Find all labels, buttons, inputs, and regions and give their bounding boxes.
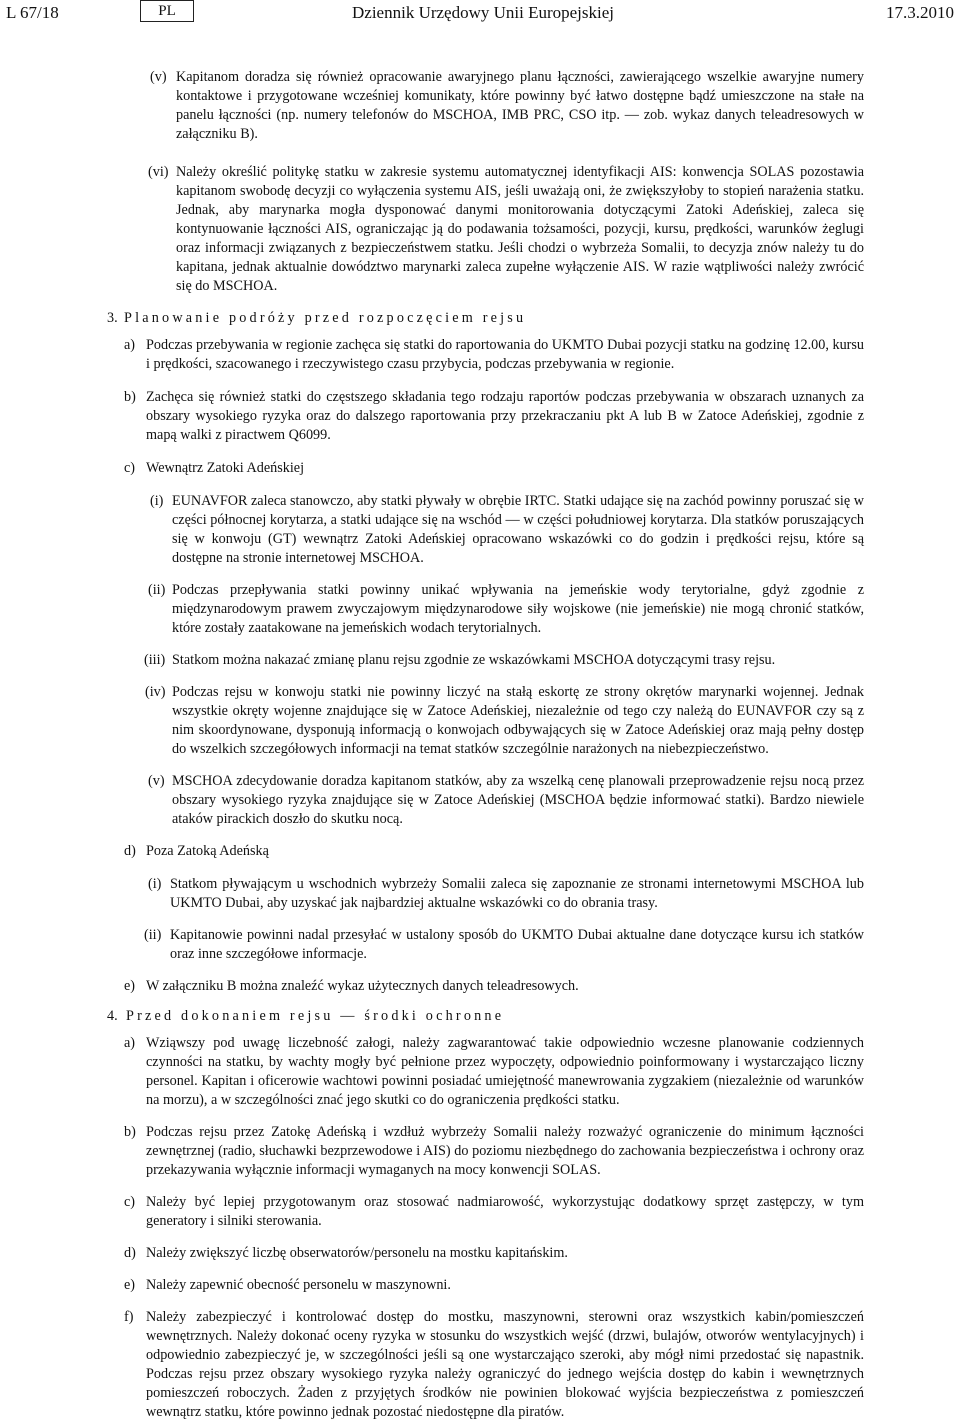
item-text: Należy zwiększyć liczbę obserwatorów/personelu na mostku kapitańskim. [146, 1245, 568, 1261]
list-item [124, 336, 864, 374]
item-label: a) [124, 337, 136, 353]
item-text: Wewnątrz Zatoki Adeńskiej [146, 460, 305, 476]
item-label: a) [124, 1035, 136, 1051]
item-label: (i) [148, 876, 162, 892]
item-text: Podczas rejsu przez Zatokę Adeńską i wzdłuż wybrzeży Somalii należy rozważyć ograniczenie do minimum łączności zewnętrznej (radio, słuchawki bezprzewodowe i AIS) do poziomu niezbędnego do zachowania bezpieczeństwa i ochrony oraz przekazywania wyłącznie informacji wymaganych na mocy konwencji SOLAS. [146, 1124, 864, 1178]
item-label: d) [124, 843, 136, 859]
section-title: Przed dokonaniem rejsu — środki ochronne [126, 1008, 505, 1024]
sub-list-item [150, 492, 864, 568]
page-header [6, 0, 954, 26]
item-text: Kapitanowie powinni nadal przesyłać w ustalony sposób do UKMTO Dubai aktualne dane dotyczące kursu ich statków oraz inne szczegółowe informacje. [170, 927, 864, 962]
item-text: Wziąwszy pod uwagę liczebność załogi, należy zagwarantować takie odpowiednio wczesne planowanie codziennych czynności na statku, by wachty mogły być pełnione przez wypoczęty, odpowiednio poinformowany i wystarczająco liczny personel. Kapitan i oficerowie wachtowi powinni posiadać umiejętność manewrowania zygzakiem (niezależnie od warunków na morzu), a w szczególności znać jego skutki co do ograniczenia prędkości statku. [146, 1035, 864, 1108]
item-text: Podczas przebywania w regionie zachęca się statki do raportowania do UKMTO Dubai pozycji statku na godzinę 12.00, kursu i prędkości, szacowanego i rzeczywistego czasu przybycia, podczas przebywania w regionie. [146, 337, 864, 372]
list-item [124, 1308, 864, 1422]
sub-list-item [145, 683, 864, 759]
section-number: 4. [107, 1008, 118, 1024]
item-label: (i) [150, 493, 164, 509]
sub-list-item [148, 875, 864, 913]
item-text: Podczas przepływania statki powinny unikać wpływania na jemeńskie wody terytorialne, gdyż zgodnie z międzynarodowym prawem zwyczajowym międzynarodowe siły wojskowe (nie jemeńskie) nie mogą chronić statków, które zostały zaatakowane na jemeńskich wodach terytorialnych. [172, 582, 864, 636]
item-text: Należy zabezpieczyć i kontrolować dostęp do mostku, maszynowni, sterowni oraz wszystkich kabin/pomieszczeń wewnętrznych. Należy dokonać oceny ryzyka w stosunku do wszystkich wejść (drzwi, bulajów, otworów wentylacyjnych) i odpowiednio zabezpieczyć je, w szczególności jeśli są one wystarczająco szeroki, aby mógł nimi przedostać się napastnik. Podczas rejsu przez obszary wysokiego ryzyka należy ograniczyć do jednego wejścia dostęp do kabin i wewnętrznych pomieszczeń roboczych. Żaden z przyjętych środków nie powinien blokować wyjścia bezpieczeństwa z pomieszczeń wewnątrz statku, które powinno jednak pozostać niedostępne dla piratów. [146, 1309, 864, 1420]
item-label: d) [124, 1245, 136, 1261]
item-text: W załączniku B można znaleźć wykaz użytecznych danych teleadresowych. [146, 978, 579, 994]
page-reference: L 67/18 [6, 3, 59, 22]
item-text: EUNAVFOR zaleca stanowczo, aby statki pływały w obrębie IRTC. Statki udające się na zachód powinny poruszać się w części północnej korytarza, a statki udające się na wschód — w części południowej korytarza. Dla statków poruszających się w konwoju (GT) wewnątrz Zatoki Adeńskiej opracowano wskazówki co do godzin i prędkości rejsu, które są dostępne na stronie internetowej MSCHOA. [172, 493, 864, 566]
item-label: (v) [150, 69, 167, 85]
item-label: (iv) [145, 684, 166, 700]
item-text: Kapitanom doradza się również opracowanie awaryjnego planu łączności, zawierającego wszelkie awaryjne numery kontaktowe i przygotowane wcześniej komunikaty, które powinny być łatwo dostępne bądź umieszczone na stałe na panelu łączności (np. numery telefonów do MSCHOA, IMB PRC, CSO itp. — zob. wykaz danych teleadresowych w załączniku B). [176, 69, 864, 142]
item-label: e) [124, 978, 136, 994]
sub-list-item [148, 581, 864, 638]
item-text: Należy być lepiej przygotowanym oraz stosować nadmiarowość, wykorzystując dodatkowy sprzęt zastępczy, w tym generatory i silniki sterowania. [146, 1194, 864, 1229]
item-text: Poza Zatoką Adeńską [146, 843, 269, 859]
journal-title: Dziennik Urzędowy Unii Europejskiej [352, 3, 615, 22]
item-label: (vi) [148, 164, 169, 180]
item-label: b) [124, 1124, 136, 1140]
list-item [124, 1193, 864, 1231]
sub-list-item [148, 772, 864, 829]
item-text: Statkom pływającym u wschodnich wybrzeży Somalii zaleca się zapoznanie ze stronami internetowymi MSCHOA lub UKMTO Dubai, aby uzyskać jak najbardziej aktualne wskazówki co do obrania trasy. [170, 876, 864, 911]
list-item [124, 1034, 864, 1110]
item-label: f) [124, 1309, 134, 1325]
document-body [0, 62, 960, 1422]
item-label: b) [124, 389, 136, 405]
item-text: Należy zapewnić obecność personelu w maszynowni. [146, 1277, 451, 1293]
list-item [124, 1123, 864, 1180]
language-badge: PL [140, 0, 194, 22]
list-item [124, 1276, 864, 1295]
sub-list-item [144, 651, 864, 670]
list-item [150, 68, 864, 144]
list-item [124, 388, 864, 445]
item-label: c) [124, 460, 136, 476]
item-label: (ii) [144, 927, 162, 943]
item-label: (v) [148, 773, 165, 789]
item-label: e) [124, 1277, 136, 1293]
item-label: (ii) [148, 582, 166, 598]
item-text: MSCHOA zdecydowanie doradza kapitanom statków, aby za wszelką cenę planowali przeprowadzenie rejsu nocą przez obszary wysokiego ryzyka znajdujące się w Zatoce Adeńskiej (MSCHOA będzie informować statki). Bardzo niewiele ataków pirackich doszło do skutku nocą. [172, 773, 864, 827]
list-item [148, 163, 864, 296]
list-item [124, 459, 864, 478]
list-item [124, 977, 864, 996]
list-item [124, 842, 864, 861]
item-text: Należy określić politykę statku w zakresie systemu automatycznej identyfikacji AIS: konwencja SOLAS pozostawia kapitanom swobodę decyzji co wyłączenia systemu AIS, jeśli uważają oni, że zwiększyłoby to stopień narażenia statku. Jednak, aby marynarka mogła dysponować danymi monitorowania dotyczącymi Zatoki Adeńskiej, zaleca się kontynuowanie łączności AIS, ograniczając ją do podawania tożsamości, pozycji, kursu, prędkości, warunków żeglugi oraz informacji związanych z bezpieczeństwem statku. Jeśli chodzi o wybrzeża Somalii, to decyzja znów należy tu do kapitana, jednak aktualnie dowództwo marynarki zaleca zupełne wyłączenie AIS. W razie wątpliwości należy zwrócić się do MSCHOA. [176, 164, 864, 294]
section-number: 3. [107, 310, 118, 326]
item-text: Zachęca się również statki do częstszego składania tego rodzaju raportów podczas przebywania w obszarach uznanych za obszary wysokiego ryzyka oraz do dalszego raportowania przy przekraczaniu pkt A lub B w Zatoce Adeńskiej, zgodnie z mapą walki z piractwem Q6099. [146, 389, 864, 443]
section-heading [0, 309, 960, 331]
item-label: c) [124, 1194, 136, 1210]
item-text: Statkom można nakazać zmianę planu rejsu zgodnie ze wskazówkami MSCHOA dotyczącymi trasy rejsu. [172, 652, 776, 668]
list-item [124, 1244, 864, 1263]
section-heading [0, 1007, 960, 1029]
section-title: Planowanie podróży przed rozpoczęciem rejsu [124, 310, 527, 326]
item-label: (iii) [144, 652, 166, 668]
sub-list-item [144, 926, 864, 964]
item-text: Podczas rejsu w konwoju statki nie powinny liczyć na stałą eskortę ze strony okrętów marynarki wojennej. Jednak wszystkie okręty wojenne znajdujące się w Zatoce Adeńskiej, niezależnie od tego czy należą do EUNAVFOR czy są z nim skoordynowane, dysponują informacją o konwojach odbywających się w Zatoce Adeńskiej oraz mają pełny dostęp do wszelkich szczegółowych informacji na temat statków szczególnie narażonych na niebezpieczeństwo. [172, 684, 864, 757]
publication-date: 17.3.2010 [886, 3, 954, 22]
